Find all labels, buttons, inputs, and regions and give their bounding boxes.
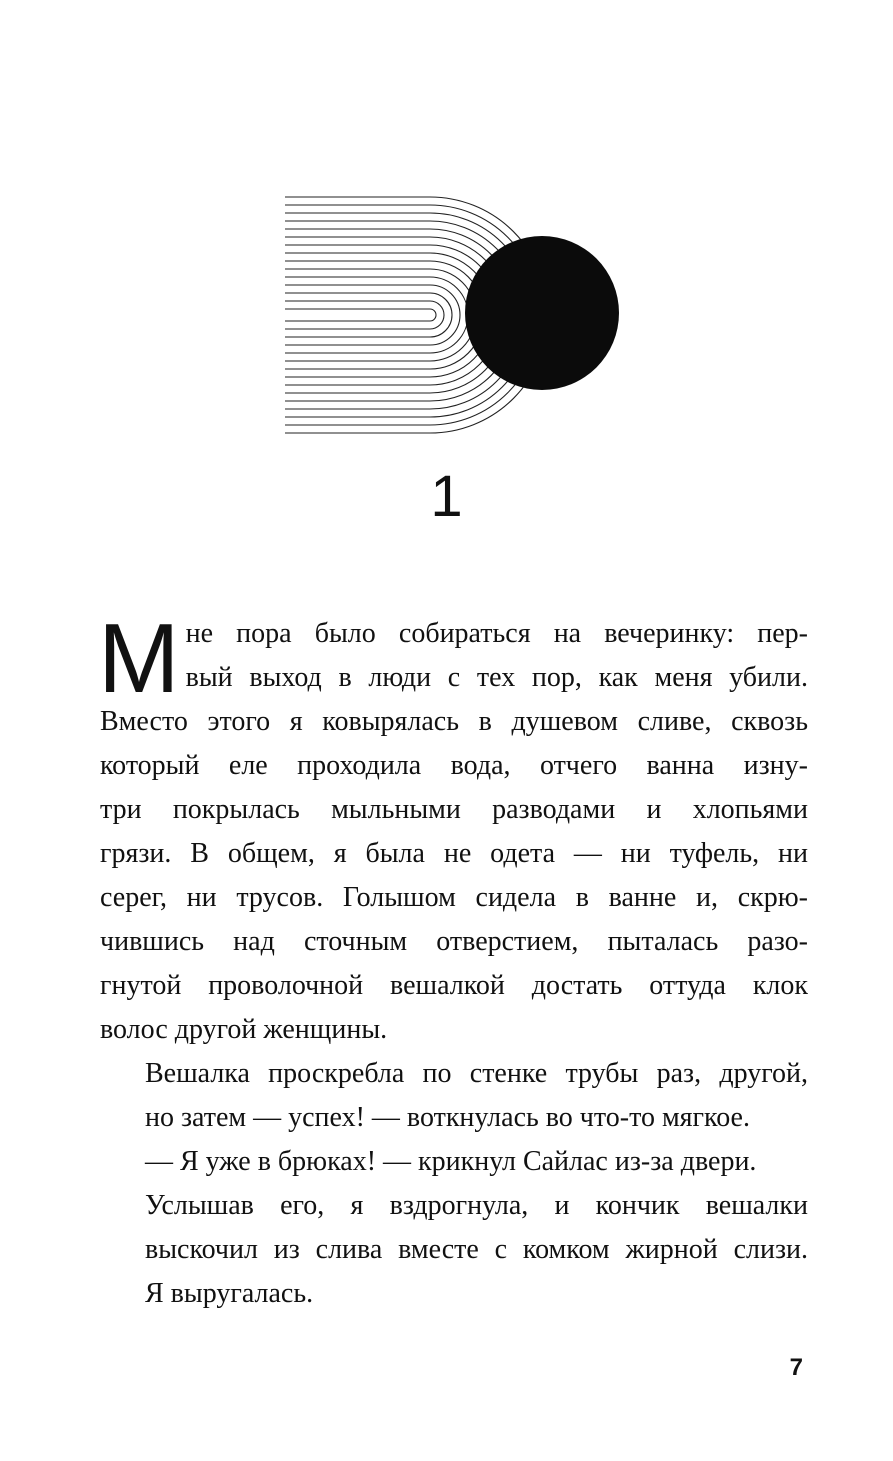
text-line: — Я уже в брюках! — крикнул Сайлас из-за двери. bbox=[145, 1146, 757, 1177]
text-line: который еле проходила вода, отчего ванна изну- bbox=[100, 750, 808, 781]
text-line: серег, ни трусов. Голышом сидела в ванне и, скрю- bbox=[100, 882, 808, 913]
text-line: Вешалка проскребла по стенке трубы раз, другой, bbox=[145, 1058, 808, 1089]
text-line: гнутой проволочной вешалкой достать оттуда клок bbox=[100, 970, 808, 1001]
text-line: три покрылась мыльными разводами и хлопьями bbox=[100, 794, 808, 825]
chapter-text bbox=[98, 603, 808, 1316]
text-line: Услышав его, я вздрогнула, и кончик вешалки bbox=[145, 1190, 808, 1221]
text-line: Я выругалась. bbox=[145, 1278, 314, 1309]
paragraph-4 bbox=[100, 1184, 808, 1316]
text-line: Вместо этого я ковырялась в душевом сливе, сквозь bbox=[100, 706, 808, 737]
text-line: вый выход в люди с тех пор, как меня убили. bbox=[185, 662, 808, 693]
chapter-number: 1 bbox=[430, 464, 463, 529]
text-line: но затем — успех! — воткнулась во что-то мягкое. bbox=[145, 1102, 750, 1133]
arch-lines-with-black-circle-icon bbox=[280, 185, 625, 445]
paragraph-3 bbox=[100, 1140, 808, 1184]
paragraph-2 bbox=[100, 1052, 808, 1140]
text-line: не пора было собираться на вечеринку: пер- bbox=[185, 618, 808, 649]
page-number: 7 bbox=[789, 1354, 803, 1381]
text-line: чившись над сточным отверстием, пыталась разо- bbox=[100, 926, 808, 957]
text-line: выскочил из слива вместе с комком жирной слизи. bbox=[145, 1234, 808, 1265]
text-line: грязи. В общем, я была не одета — ни туфель, ни bbox=[100, 838, 808, 869]
drop-cap: М bbox=[98, 603, 178, 713]
paragraph-1 bbox=[98, 603, 808, 1052]
text-line: волос другой женщины. bbox=[100, 1014, 388, 1045]
